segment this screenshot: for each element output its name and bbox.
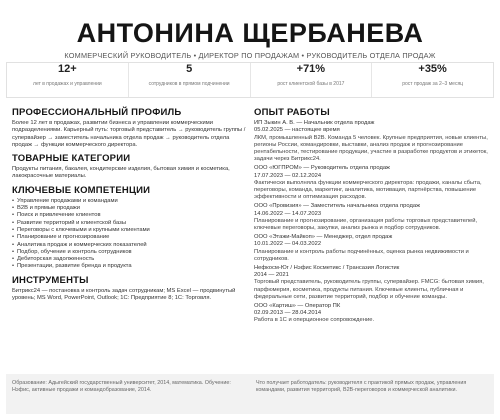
- job-title: Нефкосм-Юг / Нэфис Косметикс / Трансазия Логистик: [254, 264, 400, 271]
- list-item: • Планирование и прогнозирование: [12, 234, 248, 241]
- candidate-subtitle: КОММЕРЧЕСКИЙ РУКОВОДИТЕЛЬ • ДИРЕКТОР ПО ПРОДАЖАМ • РУКОВОДИТЕЛЬ ОТДЕЛА ПРОДАЖ: [64, 51, 436, 60]
- competencies-list: [12, 198, 248, 271]
- section-title: ПРОФЕССИОНАЛЬНЫЙ ПРОФИЛЬ: [12, 107, 182, 118]
- job-description: Работа в 1С и оперционное сопровождение.: [254, 317, 375, 324]
- job-dates: 02.09.2013 — 28.04.2014: [254, 309, 322, 316]
- job-title: ООО «Провизия» — Заместитель начальника отдела продаж: [254, 203, 420, 210]
- stat-label: сотрудников в прямом подчинении: [148, 81, 230, 87]
- section-title: ТОВАРНЫЕ КАТЕГОРИИ: [12, 153, 131, 165]
- stat-sales-growth: [371, 63, 493, 97]
- list-item: • B2B и прямые продажи: [12, 205, 248, 212]
- job-description: Фактически выполняла функции коммерческого директора: продажи, каналы сбыта, переговоры, команда, маркетинг, аналитика, мотивация, партнёрства, повышение эффективности и оптимизация расходов.: [254, 179, 482, 201]
- section-title: ИНСТРУМЕНТЫ: [12, 274, 89, 286]
- job-dates: 14.06.2022 — 14.07.2023: [254, 210, 322, 217]
- stat-years: [7, 63, 128, 97]
- list-item: • Аналитика продаж и коммерческих показателей: [12, 242, 248, 249]
- job-entry: [254, 165, 490, 201]
- education-note: Образование: Адыгейский государственный университет, 2014, математика. Обучение: Нэфис, активные продажи и командобразование, 2014.: [12, 380, 231, 393]
- stat-label: лет в продажах и управлении: [33, 81, 102, 87]
- stat-value: 12+: [58, 63, 77, 75]
- job-description: ЛКМ, промышленный B2B. Команда 5 человек. Крупные предприятия, новые клиенты, регионы России, командировки, выставки, анализ продаж и прогнозирование рентабельности, тестирование продукции, участие в разработке продуктов и этикеток, задачи через Битрикс24.: [254, 134, 488, 163]
- list-item: • Переговоры с ключевыми и крупными клиентами: [12, 227, 248, 234]
- categories-text: Продукты питания, бакалея, кондитерские изделия, бытовая химия и косметика, лакокрасочные материалы.: [12, 166, 230, 180]
- profile-text: Более 12 лет в продажах, развитии бизнеса и управлении коммерческими подразделениями. Карьерный путь: торговый представитель → руководитель группы / супервайзер → заместитель начальника отдела продаж → руководитель отдела продаж → функции коммерческого директора.: [12, 120, 246, 148]
- tools-section: [12, 275, 248, 303]
- job-description: Планирование и контроль работы подчинённых, оценка рынка недвижимости и сотрудников.: [254, 248, 469, 262]
- candidate-name: АНТОНИНА ЩЕРБАНЕВА: [76, 18, 424, 48]
- stat-employees: [128, 63, 250, 97]
- competencies-section: [12, 185, 248, 271]
- section-title: ОПЫТ РАБОТЫ: [254, 107, 330, 118]
- job-title: ООО «Картиш» — Оператор ПК: [254, 302, 341, 309]
- job-title: ООО «ЮГПРОМ» — Руководитель отдела продаж: [254, 165, 390, 172]
- list-item: • Подбор, обучение и контроль сотрудников: [12, 249, 248, 256]
- stat-label: рост клиентской базы в 2017: [277, 81, 345, 87]
- job-entry: [254, 203, 490, 232]
- job-title: ООО «Этажи-Майкоп» — Менеджер, отдел продаж: [254, 233, 393, 240]
- stat-value: +71%: [296, 63, 326, 75]
- job-dates: 2014 — 2021: [254, 271, 289, 278]
- job-title: ИП Зыкин А. В. — Начальник отдела продаж: [254, 120, 375, 126]
- stat-value: +35%: [418, 63, 447, 75]
- list-item: • Презентации, развитие бренда и продукта: [12, 263, 248, 270]
- list-item: • Управление продажами и командами: [12, 198, 248, 205]
- footer-panel: [6, 374, 494, 414]
- job-entry: [254, 265, 490, 301]
- job-entry: [254, 303, 490, 325]
- job-entry: [254, 120, 490, 164]
- employer-value-note: Что получает работодатель: руководителя с практикой прямых продаж, управления командами, развития территорий, B2B-переговоров и коммерческой аналитики.: [256, 380, 467, 393]
- job-description: Планирование и прогнозирование, организация работы торговых представителей, ключевые переговоры, закупки, анализ рынка и подбор сотрудников.: [254, 217, 478, 232]
- stat-client-growth: [250, 63, 372, 97]
- list-item: • Развитие территорий и клиентской базы: [12, 220, 248, 227]
- job-dates: 05.02.2025 — настоящее время: [254, 127, 340, 134]
- stats-panel: [6, 62, 494, 98]
- left-column: [12, 107, 248, 306]
- stat-label: рост продаж за 2–3 месяц: [402, 81, 464, 87]
- job-entry: [254, 234, 490, 263]
- categories-section: [12, 153, 248, 181]
- list-item: • Поиск и привлечение клиентов: [12, 212, 248, 219]
- list-item: • Дебиторская задолженность: [12, 256, 248, 263]
- job-dates: 10.01.2022 — 04.03.2022: [254, 241, 322, 248]
- right-column: [254, 107, 490, 326]
- stat-value: 5: [186, 63, 193, 75]
- job-description: Торговый представитель, руководитель группы, супервайзер. FMCG: бытовая химия, парфюмерия, косметика, продукты питания. Ключевые клиенты, публичная и федеральные сети, развитие территорий, подбор и обучение команды.: [254, 279, 484, 300]
- section-title: КЛЮЧЕВЫЕ КОМПЕТЕНЦИИ: [12, 184, 151, 196]
- tools-text: Битрикс24 — постановка и контроль задач сотрудникам; MS Excel — продвинутый уровень; MS Word, PowerPoint, Outlook; 1С: Предприятие 8; 1С: Торговля.: [12, 287, 236, 302]
- profile-section: [12, 107, 248, 149]
- job-dates: 17.07.2023 — 02.12.2024: [254, 172, 322, 179]
